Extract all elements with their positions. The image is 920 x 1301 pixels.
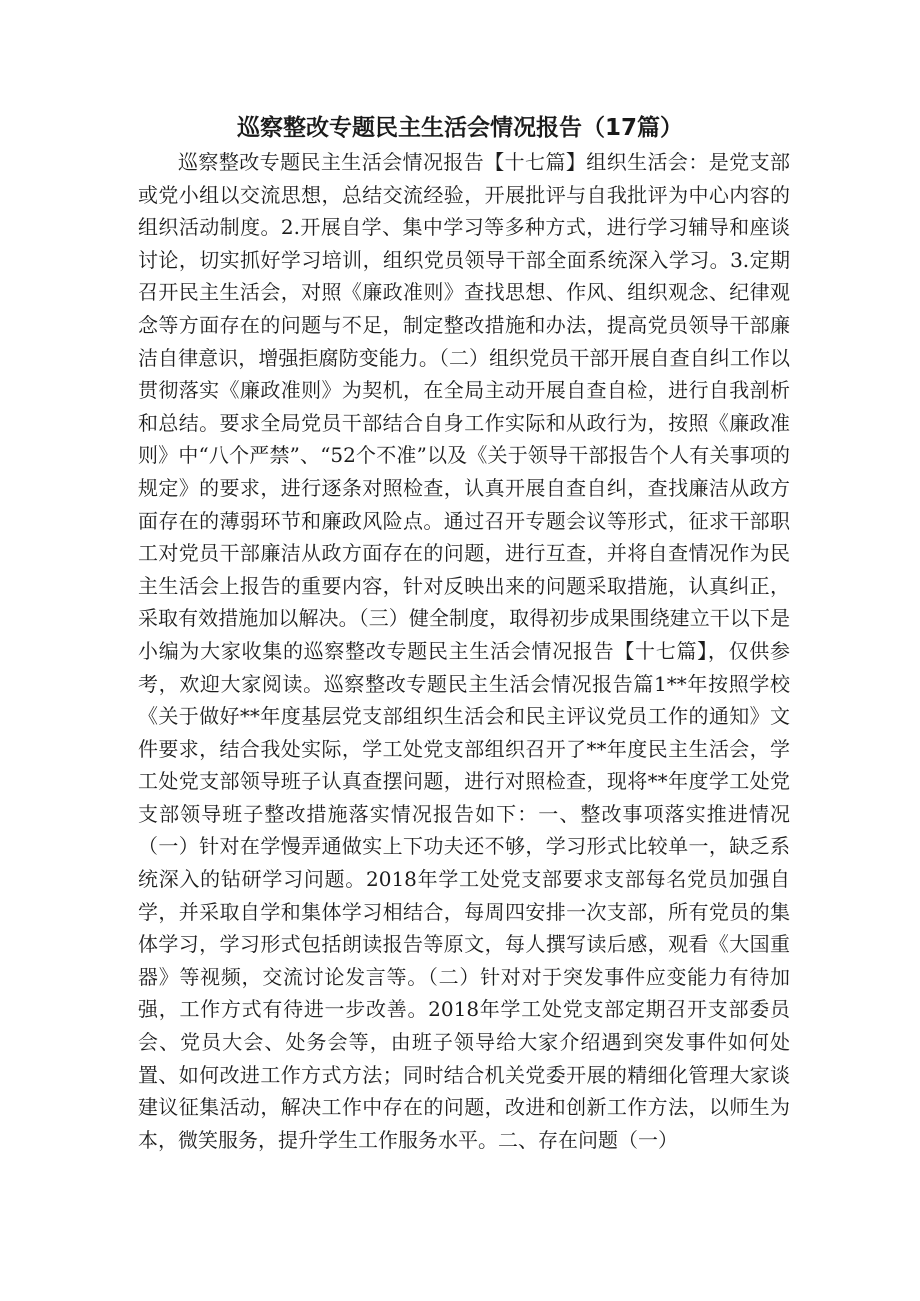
document-title: 巡察整改专题民主生活会情况报告（17篇）	[236, 115, 683, 141]
document-body-paragraph: 巡察整改专题民主生活会情况报告【十七篇】组织生活会：是党支部或党小组以交流思想，总结交流经验，开展批评与自我批评为中心内容的组织活动制度。2.开展自学、集中学习等多种方式，进行学习辅导和座谈讨论，切实抓好学习培训，组织党员领导干部全面系统深入学习。3.定期召开民主生活会，对照《廉政准则》查找思想、作风、组织观念、纪律观念等方面存在的问题与不足，制定整改措施和办法，提高党员领导干部廉洁自律意识，增强拒腐防变能力。（二）组织党员干部开展自查自纠工作以贯彻落实《廉政准则》为契机，在全局主动开展自查自检，进行自我剖析和总结。要求全局党员干部结合自身工作实际和从政行为，按照《廉政准则》中“八个严禁”、“52个不准”以及《关于领导干部报告个人有关事项的规定》的要求，进行逐条对照检查，认真开展自查自纠，查找廉洁从政方面存在的薄弱环节和廉政风险点。通过召开专题会议等形式，征求干部职工对党员干部廉洁从政方面存在的问题，进行互查，并将自查情况作为民主生活会上报告的重要内容，针对反映出来的问题采取措施，认真纠正，采取有效措施加以解决。（三）健全制度，取得初步成果围绕建立干以下是小编为大家收集的巡察整改专题民主生活会情况报告【十七篇】，仅供参考，欢迎大家阅读。巡察整改专题民主生活会情况报告篇1**年按照学校《关于做好**年度基层党支部组织生活会和民主评议党员工作的通知》文件要求，结合我处实际，学工处党支部组织召开了**年度民主生活会，学工处党支部领导班子认真查摆问题，进行对照检查，现将**年度学工处党支部领导班子整改措施落实情况报告如下：一、整改事项落实推进情况（一）针对在学慢弄通做实上下功夫还不够，学习形式比较单一，缺乏系统深入的钻研学习问题。2018年学工处党支部要求支部每名党员加强自学，并采取自学和集体学习相结合，每周四安排一次支部，所有党员的集体学习，学习形式包括朗读报告等原文，每人撰写读后感，观看《大国重器》等视频，交流讨论发言等。（二）针对对于突发事件应变能力有待加强，工作方式有待进一步改善。2018年学工处党支部定期召开支部委员会、党员大会、处务会等，由班子领导给大家介绍遇到突发事件如何处置、如何改进工作方式方法；同时结合机关党委开展的精细化管理大家谈建议征集活动，解决工作中存在的问题，改进和创新工作方法，以师生为本，微笑服务，提升学生工作服务水平。二、存在问题（一）	[138, 150, 790, 1152]
